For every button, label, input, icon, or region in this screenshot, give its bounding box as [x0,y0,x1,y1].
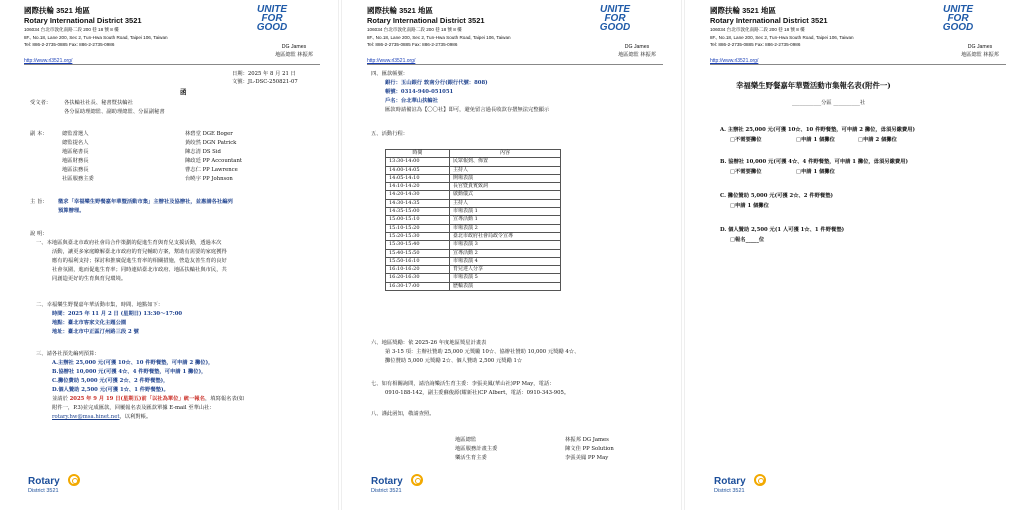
district-label: District 3521 [28,488,59,494]
governor [956,44,1004,59]
schedule-time: 16:10-16:20 [386,266,450,274]
form-title: 幸福樂生野餐嘉年華暨活動市集報名表(附件一) [736,81,891,90]
signer-name: 陳文佳 PP Solution [565,446,614,452]
cc-name: 台曉宇 PP Johnson [185,176,233,182]
subject-line-2: 預算辦理。 [58,208,85,214]
section-7-line: 七、如有相關詢問，請洽詢樂活生育主委：李張美鳳(華山社)PP May，電話： [371,381,555,387]
letter-date: 日期：2025 年 8 月 21 日 [232,71,296,77]
schedule-time: 16:20-16:30 [386,274,450,282]
rotary-wheel-icon [68,474,80,486]
org-name-zh: 國際扶輪 3521 地區 [24,6,90,15]
para-2-head: 二、幸福樂生野餐嘉年華活動市集，時間、地點如下： [36,302,164,308]
option-b-checkbox[interactable]: □不需要攤位 [730,169,762,175]
recipient-1: 各扶輪社社長、秘書暨扶輪社 [64,100,133,106]
header-rule [710,64,1006,65]
email-tail: ，以利對帳。 [119,414,152,420]
schedule-time: 15:10-15:20 [386,224,450,232]
schedule-time: 16:30-17:00 [386,282,450,290]
rotary-wordmark: Rotary [371,476,403,487]
table-row [386,274,561,282]
cc-name: 曹志仁 PP Lawrence [185,167,238,173]
cc-name: 黃皎然 DGN Patrick [185,140,237,146]
page-gap [681,0,685,510]
section-8: 八、謹此函知，敬請查照。 [371,411,435,417]
signer-role: 地區服務計畫主委 [455,446,498,452]
tel-fax: Tel: 886-2-2735-0885 Fax: 886-2-2735-0986 [710,42,801,47]
para-1-line: 應有的福利支持；探討和推廣促進生育率的相關措施，營造友善生育的良好 [52,258,227,264]
header-rule [367,64,663,65]
signer-role: 樂活生育主委 [455,455,487,461]
subject-line-1: 徵求「幸福樂生野餐嘉年華暨活動市集」主辦社及協辦社，並惠請各社編列 [58,199,233,205]
table-row [386,158,561,166]
schedule-time: 14:10-14:20 [386,183,450,191]
schedule-item: 宣導活動 1 [450,216,561,224]
event-address: 地址：臺北市中正區汀州路三段 2 號 [52,329,139,335]
signer-role: 地區總監 [455,437,477,443]
schedule-header-row [386,150,561,158]
page-gap [338,0,342,510]
address-zh: 106034 台北市敦化南路二段 200 巷 18 號 8 樓 [367,27,462,32]
email-line [52,414,151,421]
org-name-zh: 國際扶輪 3521 地區 [710,6,776,15]
account-owner: 戶名：台北華山扶輪社 [385,98,438,104]
para-1-line: 社會氛圍，進而促進生育率；同時連結臺北市政府、地區扶輪社與市民，共 [52,267,227,273]
recipient-label: 受文者： [30,100,52,106]
rotary-footer [371,476,403,494]
governor [613,44,661,59]
rotary-wheel-icon [754,474,766,486]
schedule-item: 育兒達人分享 [450,266,561,274]
address-zh: 106034 台北市敦化南路二段 200 巷 18 號 8 樓 [24,27,119,32]
table-row [386,183,561,191]
org-name-zh: 國際扶輪 3521 地區 [367,6,433,15]
schedule-item: 市場表演 2 [450,224,561,232]
signer-name: 林振邦 DG James [565,437,609,443]
schedule-time: 14:20-14:30 [386,191,450,199]
para-1-line: 活動，讓更多家庭瞭解臺北市政府的育兒輔助方案，幫助有需要的家庭獲得 [52,249,227,255]
schedule-time: 15:30-15:40 [386,241,450,249]
district-label: District 3521 [371,488,402,494]
rotary-footer [714,476,746,494]
section-6-line: 六、地區獎勵：依 2025-26 年度地區獎星計畫表 [371,340,487,346]
header-rule [24,64,320,65]
schedule-time: 14:35-15:00 [386,208,450,216]
tier-d: D.個人贊助 2,500 元(可獲 1☆、1 件野餐墊)。 [52,387,169,393]
address-en: 8F., No.18, Lane 200, Sec 2, Tun-Hwa South Road, Taipei 106, Taiwan [367,34,511,40]
governor [270,44,318,59]
letterhead [710,6,1000,66]
table-row [386,216,561,224]
rotary-wordmark: Rotary [28,476,60,487]
address-en: 8F., No.18, Lane 200, Sec 2, Tun-Hwa South Road, Taipei 106, Taiwan [710,34,854,40]
org-name-en: Rotary International District 3521 [367,16,485,25]
governor-en: DG James [281,44,307,50]
schedule-item: 主持人 [450,166,561,174]
district-label: District 3521 [714,488,745,494]
letterhead [24,6,314,66]
option-a-checkbox[interactable]: □不需要攤位 [730,137,762,143]
schedule-item: 啟動儀式 [450,191,561,199]
tier-c: C.攤位費助 5,000 元(可獲 2☆、2 件野餐墊)， [52,378,169,384]
unite-for-good-logo: UNITE FOR GOOD [599,4,631,33]
rotary-footer [28,476,60,494]
cc-role: 地區財務長 [62,158,89,164]
schedule-time: 14:05-14:10 [386,174,450,182]
table-row [386,191,561,199]
section-6-line: 攤位贊助 5,000 元獎勵 2☆、個人贊助 2,500 元獎勵 1☆ [385,358,523,364]
cc-name: 陳志清 DS Sid [185,149,221,155]
org-name-en: Rotary International District 3521 [24,16,142,25]
address-en: 8F., No.18, Lane 200, Sec 2, Tun-Hwa South Road, Taipei 106, Taiwan [24,34,168,40]
schedule-time: 15:50-16:10 [386,257,450,265]
schedule-time: 15:20-15:30 [386,232,450,240]
remit-note: 匯款時請備註為【〇〇社】即可，避免留言過長收款存摺無法完整顯示 [385,107,550,113]
governor-zh: 地區總監 林振邦 [275,51,313,58]
schedule-item: 長官暨貴賓致詞 [450,183,561,191]
deadline-note-2: 附件一，P.3)並完成匯款，回覆報名表及匯款單據 E-mail 至華山社： [52,405,215,411]
para-1-line: 一、本地區與臺北市政府社會局合作策劃的促進生育與育兒支援活動，透過本次 [36,240,222,246]
schedule-time: 13:30-14:00 [386,158,450,166]
schedule-time: 15:40-15:50 [386,249,450,257]
schedule-item: 市場表演 1 [450,208,561,216]
website-link[interactable]: http://www.rl3521.org/ [710,58,759,64]
option-b-checkbox[interactable]: □申請 1 個攤位 [796,169,835,175]
col-content-header: 內容 [450,150,561,158]
table-row [386,266,561,274]
cc-role: 社區服務主委 [62,176,94,182]
table-row [386,199,561,207]
letterhead [367,6,657,66]
deadline: 2025 年 9 月 19 日(星期五)前「以社為單位」統一報名 [69,396,205,402]
col-time-header: 時間 [386,150,450,158]
schedule-item: 開場表演 [450,174,561,182]
para-1-line: 同創造更好的生育與育兒環境。 [52,276,127,282]
tel-fax: Tel: 886-2-2735-0885 Fax: 886-2-2735-0986 [24,42,115,47]
table-row [386,282,561,290]
governor-zh: 地區總監 林振邦 [618,51,656,58]
page-3 [686,0,1023,510]
para-3-head: 三、請各社預先編列預算： [36,351,100,357]
signer-name: 李張美鳳 PP May [565,455,609,461]
governor-zh: 地區總監 林振邦 [961,51,999,58]
recipient-2: 各分區助理總監、副助理總監、分區副秘書 [64,109,165,115]
cc-label: 副 本： [30,131,48,137]
table-row [386,257,561,265]
letter-doc-no: 文號：JL-DSC-250821-07 [232,79,298,85]
event-place: 地點：臺北市客家文化主題公園 [52,320,127,326]
table-row [386,224,561,232]
unite-for-good-logo: UNITE FOR GOOD [256,4,288,33]
cc-role: 總監提名人 [62,140,89,146]
table-row [386,174,561,182]
option-c-checkbox[interactable]: □申請 1 個攤位 [730,203,769,209]
deadline-note [52,396,244,403]
deadline-suffix: ，填寫報名表(如 [204,396,245,402]
table-row [386,166,561,174]
option-a: A. 主辦社 25,000 元(可獲 10☆、10 件野餐墊，可申請 2 攤位，毋須另繳費用) [720,127,915,133]
schedule-item: 民眾報到、佈置 [450,158,561,166]
option-a-checkbox[interactable]: □申請 1 個攤位 [796,137,835,143]
schedule-item: 主持人 [450,199,561,207]
option-d-checkbox[interactable]: □報名_____位 [730,237,765,243]
deadline-prefix: 並請於 [52,396,70,402]
tel-fax: Tel: 886-2-2735-0885 Fax: 886-2-2735-0986 [367,42,458,47]
unite-for-good-logo: UNITE FOR GOOD [942,4,974,33]
section-6-line: 第 3-15 項：主辦社贊助 25,000 元獎勵 10☆、協辦社贊助 10,000 元獎勵 4☆、 [385,349,580,355]
schedule-item: 市場表演 5 [450,274,561,282]
schedule-item: 宣導活動 2 [450,249,561,257]
letter-kind: 函 [180,88,187,96]
option-b: B. 協辦社 10,000 元(可獲 4☆、4 件野餐墊，可申請 1 攤位，毋須另繳費用) [720,159,908,165]
tier-b: B.協辦社 10,000 元(可獲 4☆、4 件野餐墊，可申請 1 攤位)， [52,369,207,375]
page-1 [0,0,337,510]
section-5-head: 五、活動行程： [371,131,409,137]
table-row [386,241,561,249]
option-c: C. 攤位贊助 5,000 元(可獲 2☆、2 件野餐墊) [720,193,834,199]
cc-name: 林碧堂 DGE Boger [185,131,233,137]
subject-label: 主 旨： [30,199,48,205]
cc-role: 地區秘書長 [62,149,89,155]
bank-name: 銀行：玉山銀行 敦南分行(銀行代號：808) [385,80,488,86]
schedule-time: 14:00-14:05 [386,166,450,174]
table-row [386,208,561,216]
schedule-item: 臺北市政府社會局政令宣導 [450,232,561,240]
tier-a: A.主辦社 25,000 元(可獲 10☆、10 件野餐墊，可申請 2 攤位)， [52,360,214,366]
schedule-item: 市場表演 4 [450,257,561,265]
schedule-item: 歷輪表演 [450,282,561,290]
table-row [386,249,561,257]
schedule-time: 14:30-14:35 [386,199,450,207]
schedule-table [385,149,561,291]
email-link[interactable]: rotary.hw@msa.hinet.net [52,414,120,420]
section-7-line: 0910-188-142，副主委蘇俊源(耀新社)CP Albert，電話：0910-343-905。 [385,390,570,396]
club-blank[interactable]: ___________分區 __________社 [792,100,866,106]
schedule-time: 15:00-15:10 [386,216,450,224]
page-2 [343,0,680,510]
section-4-head: 四、匯款帳號： [371,71,409,77]
table-row [386,232,561,240]
option-d: D. 個人贊助 2,500 元(1 人可獲 1☆、1 件野餐墊) [720,227,845,233]
governor-en: DG James [967,44,993,50]
event-time: 時間：2025 年 11 月 2 日 (星期日) 13:30～17:00 [52,311,183,317]
org-name-en: Rotary International District 3521 [710,16,828,25]
address-zh: 106034 台北市敦化南路二段 200 巷 18 號 8 樓 [710,27,805,32]
schedule-item: 市場表演 3 [450,241,561,249]
option-a-checkbox[interactable]: □申請 2 個攤位 [858,137,897,143]
website-link[interactable]: http://www.rl3521.org/ [24,58,73,64]
website-link[interactable]: http://www.rl3521.org/ [367,58,416,64]
rotary-wordmark: Rotary [714,476,746,487]
cc-name: 陳政廷 PP Accountant [185,158,242,164]
description-label: 說 明： [30,231,48,237]
bank-account: 帳號：0314-940-051051 [385,89,454,95]
cc-role: 總監當選人 [62,131,89,137]
governor-en: DG James [624,44,650,50]
rotary-wheel-icon [411,474,423,486]
cc-role: 地區法務長 [62,167,89,173]
